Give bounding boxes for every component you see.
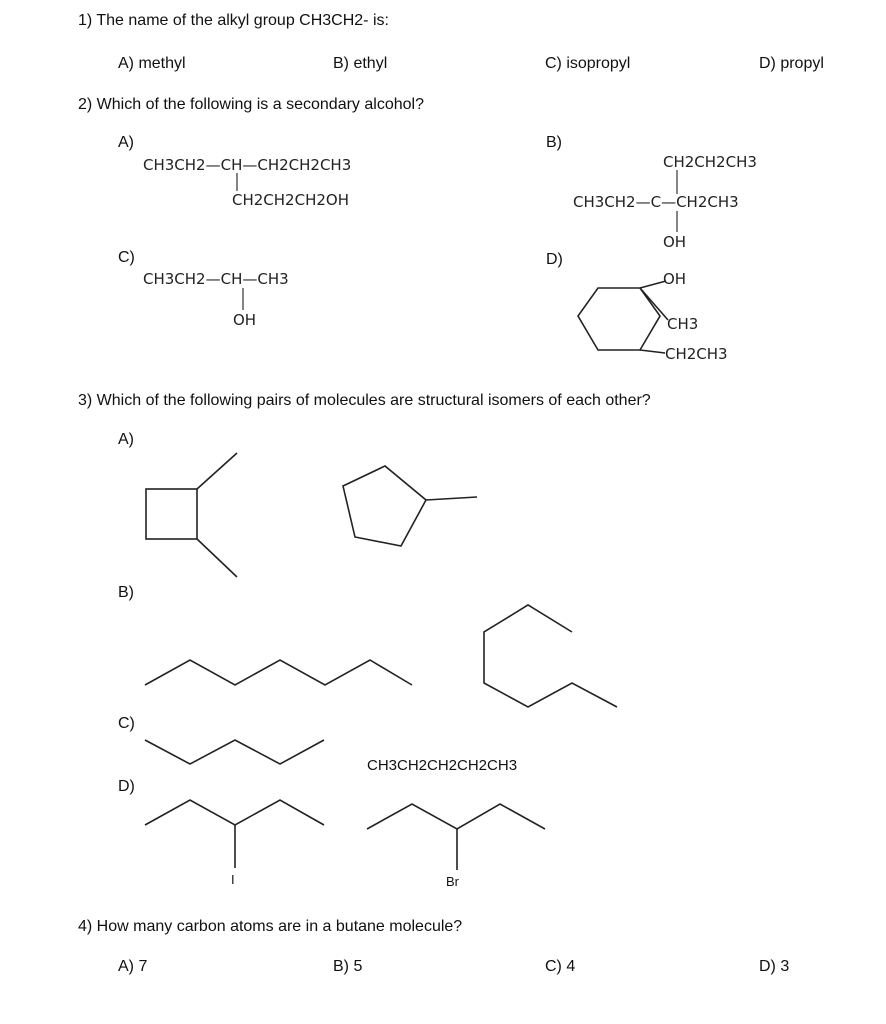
- q3a-cyclopentane: [343, 466, 426, 546]
- q3d-chain-1: [145, 800, 324, 825]
- q3a-methyl-2: [197, 539, 237, 577]
- q2d-ethyl-bond: [640, 350, 665, 353]
- q2d-oh-bond: [640, 281, 666, 288]
- question-2-text: 2) Which of the following is a secondary alcohol?: [78, 96, 424, 113]
- q2c-hydroxyl: OH: [233, 311, 257, 329]
- q3c-formula: CH3CH2CH2CH2CH3: [367, 757, 518, 774]
- q2-label-d[interactable]: D): [546, 251, 563, 268]
- q3-label-c[interactable]: C): [118, 715, 135, 732]
- question-3-text: 3) Which of the following pairs of molecules are structural isomers of each other?: [78, 392, 651, 409]
- q3a-cyclobutane: [146, 489, 197, 539]
- q2d-ethyl: CH2CH3: [665, 345, 728, 363]
- q3-label-d[interactable]: D): [118, 778, 135, 795]
- q2b-main-chain: CH3CH2—C—CH2CH3: [573, 193, 739, 211]
- q3d-bromine-label: Br: [446, 874, 459, 889]
- q4-choice-d[interactable]: D) 3: [759, 958, 790, 975]
- q2a-main-chain: CH3CH2—CH—CH2CH2CH3: [143, 156, 352, 174]
- q4-choice-a[interactable]: A) 7: [118, 958, 148, 975]
- q2c-main-chain: CH3CH2—CH—CH3: [143, 270, 289, 288]
- q3a-methyl-3: [426, 497, 477, 500]
- q4-choice-b[interactable]: B) 5: [333, 958, 363, 975]
- question-4-text: 4) How many carbon atoms are in a butane molecule?: [78, 918, 463, 935]
- q2a-branch: CH2CH2CH2OH: [232, 191, 349, 209]
- q3b-chain-2: [484, 605, 617, 707]
- q2b-top-group: CH2CH2CH3: [663, 153, 757, 171]
- q1-choice-d[interactable]: D) propyl: [759, 55, 824, 72]
- q3b-chain-1: [145, 660, 412, 685]
- q2-label-a[interactable]: A): [118, 134, 134, 151]
- q3-label-a[interactable]: A): [118, 431, 134, 448]
- q3d-chain-2: [367, 804, 545, 829]
- q3c-chain: [145, 740, 324, 764]
- q2-label-b[interactable]: B): [546, 134, 562, 151]
- q2d-methyl: CH3: [667, 315, 699, 333]
- q2d-hydroxyl: OH: [663, 270, 687, 288]
- q1-choice-a[interactable]: A) methyl: [118, 55, 186, 72]
- q2-label-c[interactable]: C): [118, 249, 135, 266]
- q3d-iodine-label: I: [231, 872, 235, 887]
- q3-label-b[interactable]: B): [118, 584, 134, 601]
- q1-choice-c[interactable]: C) isopropyl: [545, 55, 631, 72]
- q4-choice-c[interactable]: C) 4: [545, 958, 576, 975]
- q2d-ch3-bond: [640, 288, 668, 320]
- q2b-hydroxyl: OH: [663, 233, 687, 251]
- q3a-methyl-1: [197, 453, 237, 489]
- q1-choice-b[interactable]: B) ethyl: [333, 55, 388, 72]
- question-1-text: 1) The name of the alkyl group CH3CH2- is:: [78, 12, 389, 29]
